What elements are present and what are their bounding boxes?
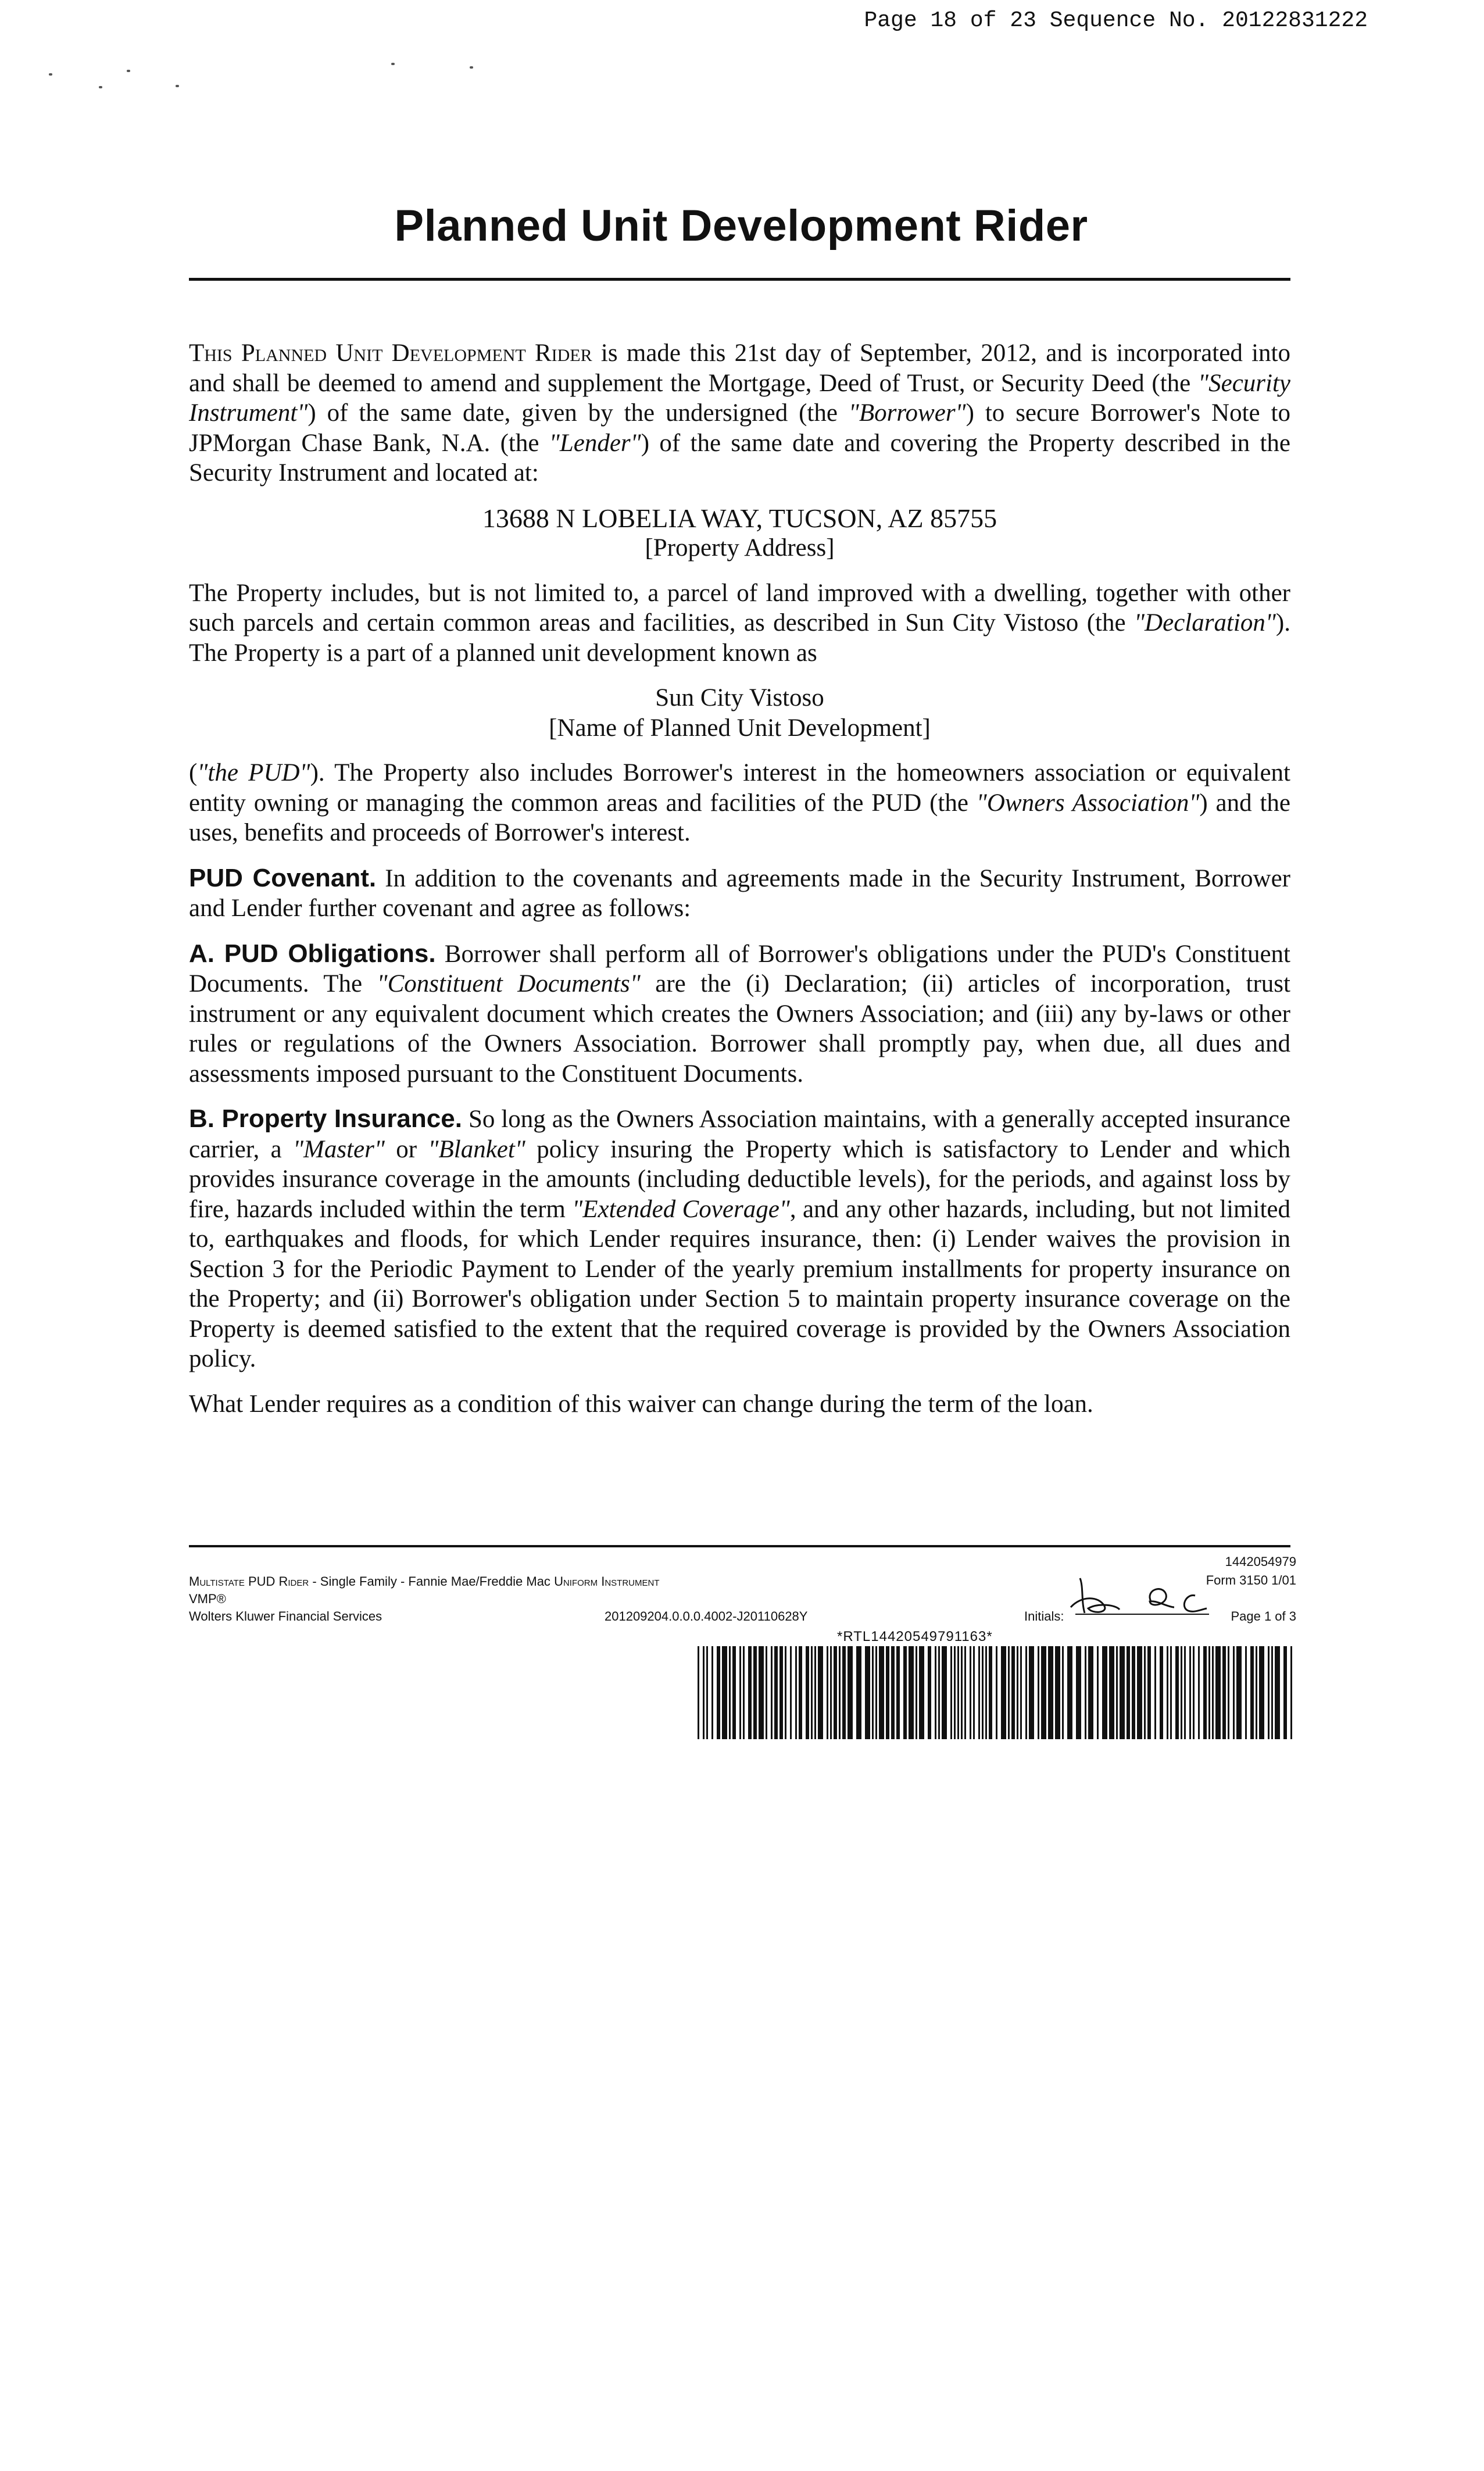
property-address-block xyxy=(189,503,1290,563)
scan-specks xyxy=(0,0,523,116)
pud-name-caption: [Name of Planned Unit Development] xyxy=(549,714,931,742)
term-declaration: "Declaration" xyxy=(1134,609,1276,636)
section-a-paragraph: A. PUD Obligations. Borrower shall perform all of Borrower's obligations under the PUD's Constituent Documents. The "Constituent Documents" are the (i) Declaration; (ii) articles of incorporation, trust instrument or any equivalent document which creates the Owners Association; and (iii) any by-laws or other rules or regulations of the Owners Association. Borrower shall promptly pay, when due, all dues and assessments imposed pursuant to the Constituent Documents. xyxy=(189,939,1290,1088)
document-body xyxy=(189,338,1290,1434)
intro-lead: This Planned Unit Development Rider xyxy=(189,339,592,367)
page-sequence-header: Page 18 of 23 Sequence No. 20122831222 xyxy=(864,8,1368,33)
publisher: Wolters Kluwer Financial Services xyxy=(189,1609,382,1624)
term-blanket: "Blanket" xyxy=(428,1135,525,1163)
form-line: Multistate PUD Rider - Single Family - Fannie Mae/Freddie Mac Uniform Instrument xyxy=(189,1574,660,1589)
term-lender: "Lender" xyxy=(549,429,641,457)
intro-paragraph: This Planned Unit Development Rider is made this 21st day of September, 2012, and is incorporated into and shall be deemed to amend and supplement the Mortgage, Deed of Trust, or Security Deed (the "Security Instrument") of the same date, given by the undersigned (the "Borrower") to secure Borrower's Note to JPMorgan Chase Bank, N.A. (the "Lender") of the same date and covering the Property described in the Security Instrument and located at: xyxy=(189,339,1291,487)
term-extended-coverage: "Extended Coverage" xyxy=(572,1195,790,1223)
covenant-paragraph: PUD Covenant. In addition to the covenants and agreements made in the Security Instrument, Borrower and Lender further covenant and agree as follows: xyxy=(189,863,1290,922)
barcode-text: *RTL14420549791163* xyxy=(837,1629,993,1644)
pud-paragraph: ("the PUD"). The Property also includes Borrower's interest in the homeowners association or equivalent entity owning or managing the common areas and facilities of the PUD (the "Owners Association") and the uses, benefits and proceeds of Borrower's interest. xyxy=(189,759,1291,846)
section-b-paragraph: B. Property Insurance. So long as the Owners Association maintains, with a generally accepted insurance carrier, a "Master" or "Blanket" policy insuring the Property which is satisfactory to Lender and which provides insurance coverage in the amounts (including deductible levels), for the periods, and against loss by fire, hazards included within the term "Extended Coverage", and any other hazards, including, but not limited to, earthquakes and floods, for which Lender requires insurance, then: (i) Lender waives the provision in Section 3 for the Periodic Payment to Lender of the yearly premium installments for property insurance on the Property; and (ii) Borrower's obligation under Section 5 to maintain property insurance coverage on the Property is deemed satisfied to the extent that the required coverage is provided by the Owners Association policy. xyxy=(189,1104,1291,1372)
section-b-heading: B. Property Insurance. xyxy=(189,1104,462,1133)
initials-signature xyxy=(1064,1572,1215,1619)
barcode xyxy=(696,1646,1298,1739)
term-owners-association: "Owners Association" xyxy=(976,789,1200,817)
includes-paragraph: The Property includes, but is not limited to, a parcel of land improved with a dwelling, together with other such parcels and certain common areas and facilities, as described in Sun City Vistoso (the "Declaration"). The Property is a part of a planned unit development known as xyxy=(189,579,1290,667)
section-a-heading: A. PUD Obligations. xyxy=(189,939,436,968)
term-master: "Master" xyxy=(292,1135,385,1163)
form-number: Form 3150 1/01 xyxy=(1206,1573,1296,1587)
term-borrower: "Borrower" xyxy=(848,399,966,427)
property-address: 13688 N LOBELIA WAY, TUCSON, AZ 85755 xyxy=(482,503,997,533)
pud-name-block xyxy=(189,683,1290,743)
term-security-instrument: "Security Instrument" xyxy=(189,369,1290,427)
page-of-label: Page 1 of 3 xyxy=(1231,1609,1296,1624)
loan-number: 1442054979 xyxy=(1225,1554,1296,1569)
document-code: 201209204.0.0.0.4002-J20110628Y xyxy=(605,1609,808,1624)
waiver-note: What Lender requires as a condition of this waiver can change during the term of the loan. xyxy=(189,1390,1093,1418)
vmp-label: VMP® xyxy=(189,1592,226,1606)
footer-rule xyxy=(189,1545,1290,1547)
term-pud: "the PUD" xyxy=(197,759,310,786)
property-address-caption: [Property Address] xyxy=(645,534,835,562)
title-rule xyxy=(189,278,1290,281)
initials-label: Initials: xyxy=(1024,1609,1064,1624)
document-title: Planned Unit Development Rider xyxy=(394,201,1088,251)
covenant-heading: PUD Covenant. xyxy=(189,863,377,892)
term-constituent-documents: "Constituent Documents" xyxy=(377,970,641,997)
pud-name: Sun City Vistoso xyxy=(655,684,824,711)
